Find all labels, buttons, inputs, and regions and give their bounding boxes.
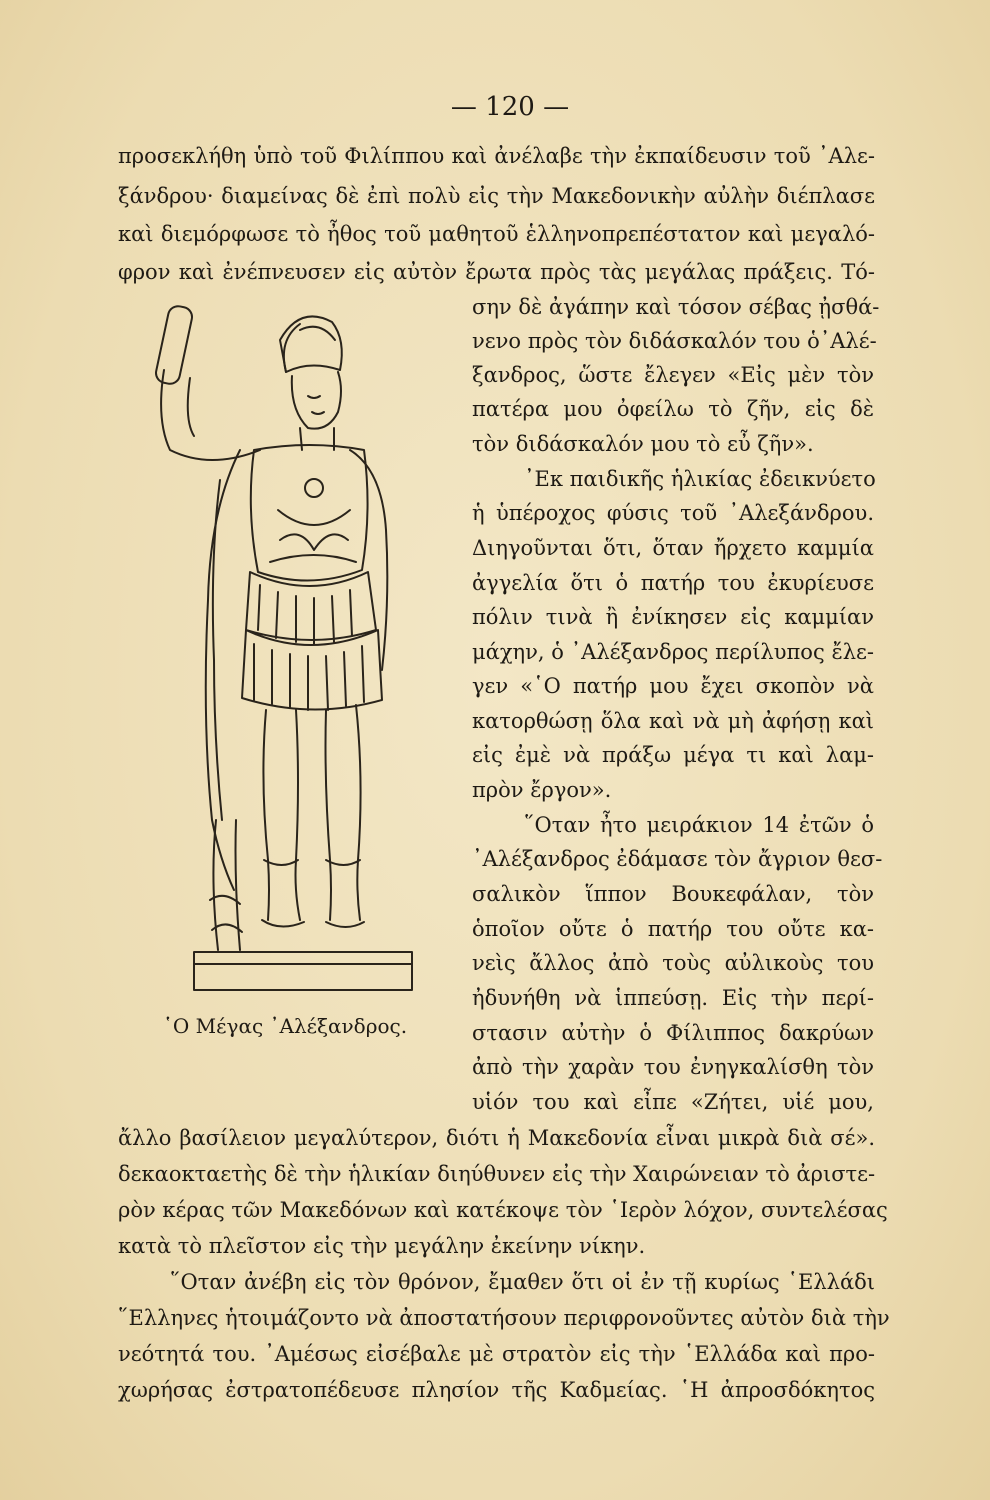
text-line: εἰς ἐμὲ νὰ πράξω μέγα τι καὶ λαμ- xyxy=(472,743,874,767)
text-line: ὁποῖον οὔτε ὁ πατήρ του οὔτε κα- xyxy=(472,917,874,941)
text-line: ᾽Αλέξανδρος ἐδάμασε τὸν ἄγριον θεσ- xyxy=(472,847,883,871)
text-line: ξανδρος, ὥστε ἔλεγεν «Εἰς μὲν τὸν xyxy=(472,363,874,387)
text-line: νενο πρὸς τὸν διδάσκαλόν του ὁ᾽Αλέ- xyxy=(472,329,877,353)
statue-illustration xyxy=(150,300,420,1000)
text-line: προσεκλήθη ὑπὸ τοῦ Φιλίππου καὶ ἀνέλαβε τὴν ἐκπαίδευσιν τοῦ ᾽Αλε- xyxy=(118,144,875,168)
text-line: ξάνδρου· διαμείνας δὲ ἐπὶ πολὺ εἰς τὴν Μακεδονικὴν αὐλὴν διέπλασε xyxy=(118,184,875,208)
text-line: ῞Οταν ἀνέβη εἰς τὸν θρόνον, ἔμαθεν ὅτι οἱ ἐν τῇ κυρίως ῾Ελλάδι xyxy=(170,1270,875,1294)
text-line: μάχην, ὁ ᾽Αλέξανδρος περίλυπος ἔλε- xyxy=(472,640,874,664)
text-line: σην δὲ ἀγάπην καὶ τόσον σέβας ᾐσθά- xyxy=(472,295,880,319)
text-line: πόλιν τινὰ ἢ ἐνίκησεν εἰς καμμίαν xyxy=(472,605,874,629)
page-number: — 120 — xyxy=(450,92,570,122)
text-line: υἱόν του καὶ εἶπε «Ζήτει, υἱέ μου, xyxy=(472,1090,874,1114)
text-line: κατορθώσῃ ὅλα καὶ νὰ μὴ ἀφήσῃ καὶ xyxy=(472,709,874,733)
text-line: ῞Οταν ἦτο μειράκιον 14 ἐτῶν ὁ xyxy=(524,813,874,837)
text-line: γεν «῾Ο πατήρ μου ἔχει σκοπὸν νὰ xyxy=(472,674,874,698)
text-line: ρὸν κέρας τῶν Μακεδόνων καὶ κατέκοψε τὸν ῾Ιερὸν λόχον, συντελέσας xyxy=(118,1198,888,1222)
text-line: φρον καὶ ἐνέπνευσεν εἰς αὐτὸν ἔρωτα πρὸς τὰς μεγάλας πράξεις. Τό- xyxy=(118,260,875,284)
text-line: πρὸν ἔργον». xyxy=(472,778,612,802)
text-line: πατέρα μου ὀφείλω τὸ ζῆν, εἰς δὲ xyxy=(472,397,874,421)
text-line: ἠδυνήθη νὰ ἱππεύσῃ. Εἰς τὴν περί- xyxy=(472,986,874,1010)
text-line: ᾽Εκ παιδικῆς ἡλικίας ἐδεικνύετο xyxy=(524,467,876,491)
text-line: ῞Ελληνες ἡτοιμάζοντο νὰ ἀποστατήσουν περιφρονοῦντες αὐτὸν διὰ τὴν xyxy=(118,1306,890,1330)
text-line: κατὰ τὸ πλεῖστον εἰς τὴν μεγάλην ἐκείνην νίκην. xyxy=(118,1234,646,1258)
text-line: νεότητά του. ᾽Αμέσως εἰσέβαλε μὲ στρατὸν εἰς τὴν ῾Ελλάδα καὶ προ- xyxy=(118,1342,875,1366)
text-line: Διηγοῦνται ὅτι, ὅταν ἤρχετο καμμία xyxy=(472,536,874,560)
figure-caption: ῾Ο Μέγας ᾽Αλέξανδρος. xyxy=(162,1014,408,1038)
text-line: δεκαοκταετὴς δὲ τὴν ἡλικίαν διηύθυνεν εἰς τὴν Χαιρώνειαν τὸ ἀριστε- xyxy=(118,1162,876,1186)
text-line: τὸν διδάσκαλόν μου τὸ εὖ ζῆν». xyxy=(472,432,814,456)
text-line: χωρήσας ἐστρατοπέδευσε πλησίον τῆς Καδμείας. ῾Η ἀπροσδόκητος xyxy=(118,1378,875,1402)
text-line: σαλικὸν ἵππον Βουκεφάλαν, τὸν xyxy=(472,882,874,906)
text-line: ἀγγελία ὅτι ὁ πατήρ του ἐκυρίευσε xyxy=(472,571,874,595)
text-line: ἡ ὑπέροχος φύσις τοῦ ᾽Αλεξάνδρου. xyxy=(472,501,874,525)
text-line: ἀπὸ τὴν χαρὰν του ἐνηγκαλίσθη τὸν xyxy=(472,1055,874,1079)
text-line: ἄλλο βασίλειον μεγαλύτερον, διότι ἡ Μακεδονία εἶναι μικρὰ διὰ σέ». xyxy=(118,1126,875,1150)
text-line: καὶ διεμόρφωσε τὸ ἦθος τοῦ μαθητοῦ ἑλληνοπρεπέστατον καὶ μεγαλό- xyxy=(118,222,875,246)
text-line: στασιν αὐτὴν ὁ Φίλιππος δακρύων xyxy=(472,1021,874,1045)
text-line: νεὶς ἄλλος ἀπὸ τοὺς αὐλικοὺς του xyxy=(472,951,874,975)
